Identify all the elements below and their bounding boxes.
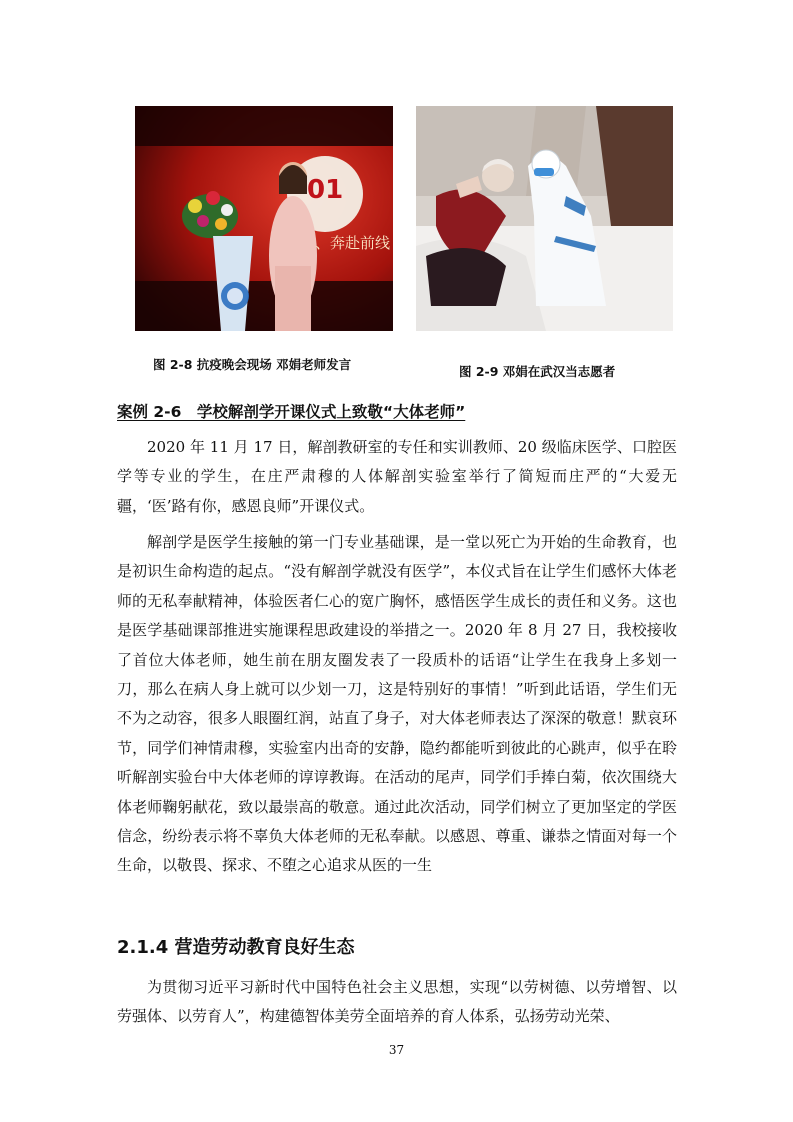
- case-2-6-title: 案例 2-6 学校解剖学开课仪式上致敬“大体老师”: [117, 403, 466, 421]
- page-number: 37: [388, 1043, 405, 1057]
- photo-wuhan-volunteer: [416, 106, 673, 331]
- gala-stage-illustration: [135, 106, 393, 331]
- hospital-room-illustration: [416, 106, 673, 331]
- section-paragraph: 为贯彻习近平习新时代中国特色社会主义思想，实现“以劳树德、以劳增智、以劳强体、以劳育人”，构建德智体美劳全面培养的育人体系，弘扬劳动光荣、: [117, 978, 677, 1026]
- figure-2-9-caption: 图 2-9 邓娟在武汉当志愿者: [459, 364, 616, 379]
- figure-2-8-caption: 图 2-8 抗疫晚会现场 邓娟老师发言: [153, 357, 352, 372]
- photo-epidemic-gala-speech: [135, 106, 393, 331]
- stage-slogan-text: 、奔赴前线: [315, 234, 391, 252]
- stage-number-text: 01: [307, 175, 344, 205]
- case-paragraph-2: 解剖学是医学生接触的第一门专业基础课，是一堂以死亡为开始的生命教育，也是初识生命构造的起点。“没有解剖学就没有医学”，本仪式旨在让学生们感怀大体老师的无私奉献精神，体验医者仁心的宽广胸怀，感悟医学生成长的责任和义务。这也是医学基础课部推进实施课程思政建设的举措之一。2020 年 8 月 27 日，我校接收了首位大体老师，她生前在朋友圈发表了一段质朴的话语“让学生在我身上多划一刀，那么在病人身上就可以少划一刀，这是特别好的事情！”听到此话语，学生们无不为之动容，很多人眼圈红润，站直了身子，对大体老师表达了深深的敬意！默哀环节，同学们神情肃穆，实验室内出奇的安静，隐约都能听到彼此的心跳声，似乎在聆听解剖实验台中大体老师的谆谆教诲。在活动的尾声，同学们手捧白菊，依次围绕大体老师鞠躬献花，致以最崇高的敬意。通过此次活动，同学们树立了更加坚定的学医信念，纷纷表示将不辜负大体老师的无私奉献。以感恩、尊重、谦恭之情面对每一个生命，以敬畏、探求、不堕之心追求从医的一生: [117, 533, 677, 875]
- section-heading-2-1-4: 2.1.4 营造劳动教育良好生态: [117, 937, 355, 958]
- case-paragraph-1: 2020 年 11 月 17 日，解剖教研室的专任和实训教师、20 级临床医学、口腔医学等专业的学生，在庄严肃穆的人体解剖实验室举行了简短而庄严的“大爱无疆，‘医’路有你，感恩良师”开课仪式。: [117, 438, 677, 515]
